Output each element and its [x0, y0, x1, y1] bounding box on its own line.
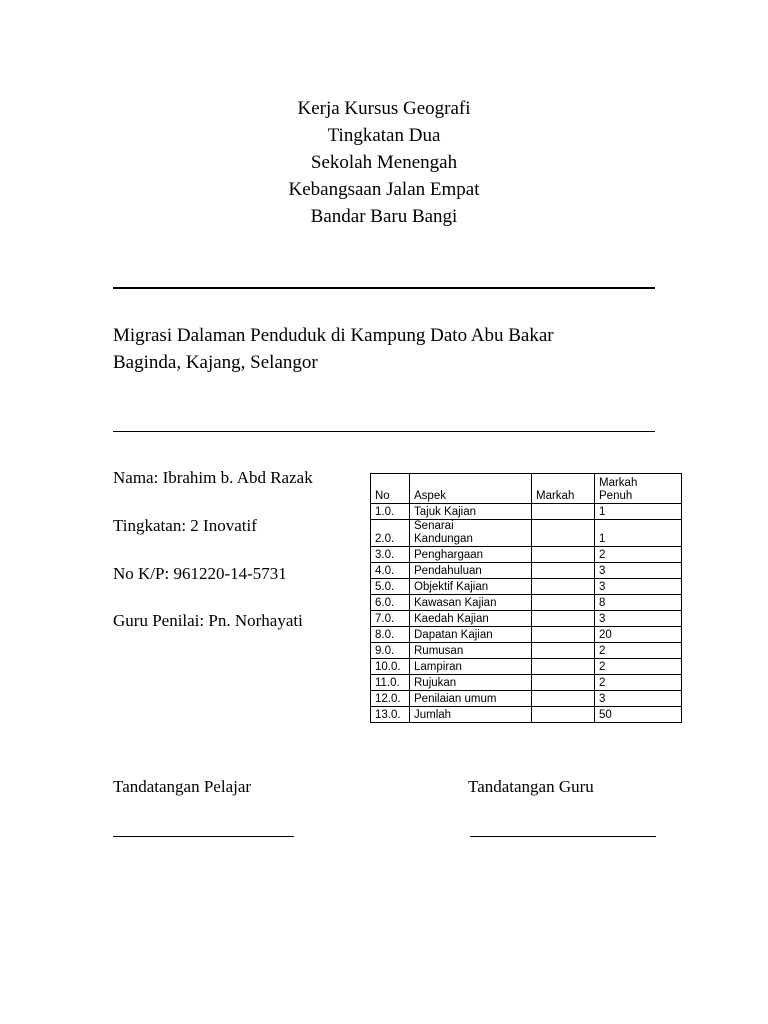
row-aspek: Lampiran — [410, 659, 532, 675]
row-penuh: 50 — [595, 707, 682, 723]
row-no: 10.0. — [371, 659, 410, 675]
row-no: 2.0. — [371, 520, 410, 547]
row-markah — [532, 627, 595, 643]
table-row — [371, 691, 682, 707]
header-line-3: Sekolah Menengah — [310, 152, 458, 173]
row-penuh: 20 — [595, 627, 682, 643]
table-row — [371, 504, 682, 520]
row-penuh: 2 — [595, 547, 682, 563]
title-divider — [113, 431, 655, 432]
row-markah — [532, 691, 595, 707]
header-no: No — [371, 474, 410, 504]
row-aspek: Dapatan Kajian — [410, 627, 532, 643]
row-penuh: 3 — [595, 691, 682, 707]
row-markah — [532, 563, 595, 579]
header-penuh-line-1: Markah — [599, 477, 638, 489]
table-row — [371, 579, 682, 595]
table-row — [371, 595, 682, 611]
row-penuh: 3 — [595, 611, 682, 627]
row-markah — [532, 611, 595, 627]
header-divider — [113, 287, 655, 289]
row-no: 5.0. — [371, 579, 410, 595]
cover-header — [0, 95, 768, 230]
header-markah-penuh — [595, 474, 682, 504]
row-no: 12.0. — [371, 691, 410, 707]
title-line-1: Migrasi Dalaman Penduduk di Kampung Dato Abu Bakar — [113, 325, 554, 346]
row-markah — [532, 579, 595, 595]
header-line-4: Kebangsaan Jalan Empat — [288, 179, 480, 200]
row-penuh: 3 — [595, 579, 682, 595]
row-aspek-line-2: Kandungan — [414, 533, 473, 545]
table-row — [371, 627, 682, 643]
row-penuh: 1 — [595, 520, 682, 547]
row-markah — [532, 675, 595, 691]
row-no: 9.0. — [371, 643, 410, 659]
header-line-1: Kerja Kursus Geografi — [297, 98, 471, 119]
row-aspek: Kaedah Kajian — [410, 611, 532, 627]
row-no: 4.0. — [371, 563, 410, 579]
row-aspek: Jumlah — [410, 707, 532, 723]
row-aspek: Kawasan Kajian — [410, 595, 532, 611]
row-aspek: Pendahuluan — [410, 563, 532, 579]
table-row — [371, 643, 682, 659]
student-signature-label: Tandatangan Pelajar — [113, 777, 252, 796]
row-aspek: Penilaian umum — [410, 691, 532, 707]
table-row — [371, 547, 682, 563]
teacher-signature-line — [470, 836, 656, 837]
row-penuh: 3 — [595, 563, 682, 579]
row-no: 11.0. — [371, 675, 410, 691]
header-line-5: Bandar Baru Bangi — [310, 206, 458, 227]
table-row — [371, 707, 682, 723]
row-no: 8.0. — [371, 627, 410, 643]
row-penuh: 2 — [595, 659, 682, 675]
row-penuh: 2 — [595, 643, 682, 659]
row-markah — [532, 643, 595, 659]
marks-table — [370, 473, 682, 723]
row-markah — [532, 659, 595, 675]
table-row — [371, 659, 682, 675]
row-no: 3.0. — [371, 547, 410, 563]
table-row — [371, 611, 682, 627]
row-no: 1.0. — [371, 504, 410, 520]
table-row — [371, 675, 682, 691]
student-signature-line — [113, 836, 294, 837]
row-markah — [532, 595, 595, 611]
header-aspek: Aspek — [410, 474, 532, 504]
row-aspek: Objektif Kajian — [410, 579, 532, 595]
row-aspek-line-1: Senarai — [414, 520, 454, 532]
header-line-2: Tingkatan Dua — [327, 125, 441, 146]
row-markah — [532, 547, 595, 563]
table-row — [371, 563, 682, 579]
row-aspek: Rujukan — [410, 675, 532, 691]
teacher-signature-label: Tandatangan Guru — [468, 777, 594, 796]
student-class: Tingkatan: 2 Inovatif — [113, 516, 257, 535]
header-penuh-line-2: Penuh — [599, 490, 633, 502]
student-ic-number: No K/P: 961220-14-5731 — [113, 564, 287, 583]
row-penuh: 1 — [595, 504, 682, 520]
row-markah — [532, 707, 595, 723]
row-aspek: Tajuk Kajian — [410, 504, 532, 520]
row-aspek: Penghargaan — [410, 547, 532, 563]
row-markah — [532, 520, 595, 547]
row-no: 7.0. — [371, 611, 410, 627]
row-aspek: Rumusan — [410, 643, 532, 659]
table-header-row — [371, 474, 682, 504]
table-row — [371, 520, 682, 547]
header-markah: Markah — [532, 474, 595, 504]
assessing-teacher: Guru Penilai: Pn. Norhayati — [113, 611, 303, 630]
row-markah — [532, 504, 595, 520]
row-no: 6.0. — [371, 595, 410, 611]
row-no: 13.0. — [371, 707, 410, 723]
student-name: Nama: Ibrahim b. Abd Razak — [113, 468, 313, 487]
row-penuh: 8 — [595, 595, 682, 611]
project-title — [113, 322, 673, 376]
title-line-2: Baginda, Kajang, Selangor — [113, 352, 318, 373]
row-penuh: 2 — [595, 675, 682, 691]
row-aspek — [410, 520, 532, 547]
